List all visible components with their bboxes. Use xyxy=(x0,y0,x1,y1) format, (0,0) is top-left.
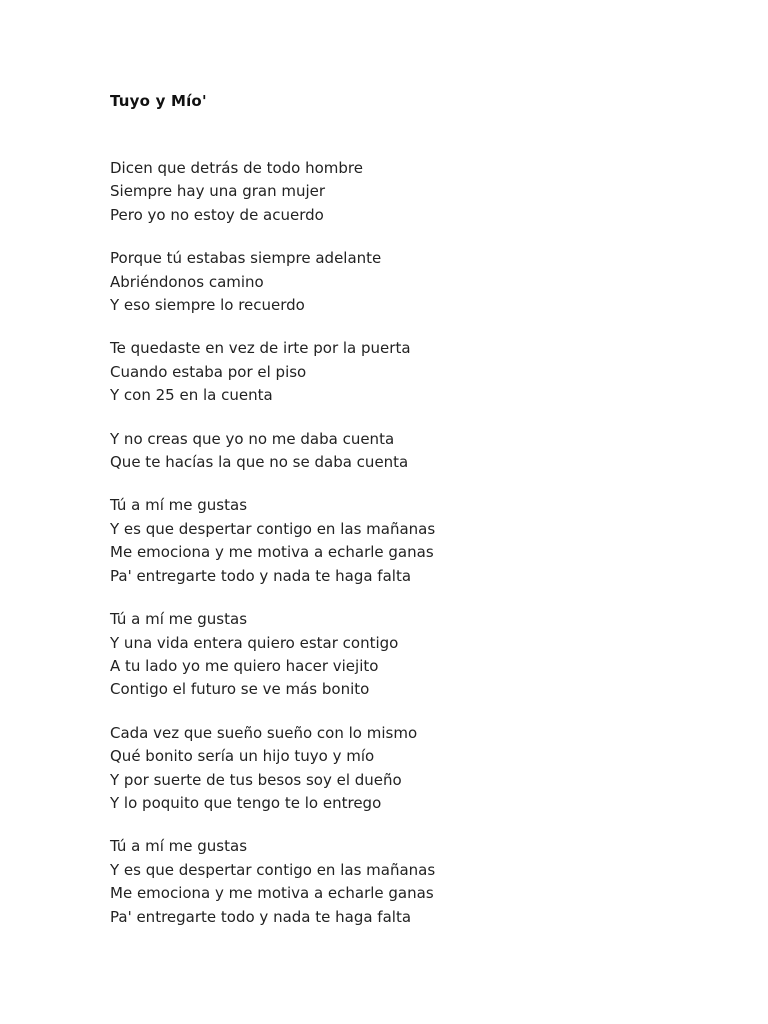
lyric-line: Cada vez que sueño sueño con lo mismo xyxy=(110,723,418,742)
lyric-line: Pa' entregarte todo y nada te haga falta xyxy=(110,907,412,926)
lyric-line: Tú a mí me gustas xyxy=(110,610,248,629)
stanza xyxy=(110,608,670,702)
stanza xyxy=(110,157,670,227)
song-title: Tuyo y Mío' xyxy=(110,92,207,110)
stanza xyxy=(110,428,670,475)
lyric-line: Y no creas que yo no me daba cuenta xyxy=(110,429,395,448)
lyric-line: Pa' entregarte todo y nada te haga falta xyxy=(110,566,412,585)
lyric-line: Qué bonito sería un hijo tuyo y mío xyxy=(110,747,375,766)
lyric-line: Abriéndonos camino xyxy=(110,272,264,291)
lyric-line: Tú a mí me gustas xyxy=(110,496,248,515)
stanza xyxy=(110,494,670,588)
lyric-line: Cuando estaba por el piso xyxy=(110,362,307,381)
lyric-line: Y una vida entera quiero estar contigo xyxy=(110,633,399,652)
lyric-line: Dicen que detrás de todo hombre xyxy=(110,159,363,177)
lyric-line: Pero yo no estoy de acuerdo xyxy=(110,205,324,224)
stanza xyxy=(110,722,670,816)
stanza xyxy=(110,337,670,407)
lyric-line: Y por suerte de tus besos soy el dueño xyxy=(110,770,402,789)
lyric-line: Porque tú estabas siempre adelante xyxy=(110,249,382,268)
lyrics-body xyxy=(110,157,670,949)
lyric-line: Tú a mí me gustas xyxy=(110,837,248,856)
stanza xyxy=(110,247,670,317)
lyric-line: Y es que despertar contigo en las mañanas xyxy=(110,519,436,538)
lyric-line: Y es que despertar contigo en las mañanas xyxy=(110,860,436,879)
lyric-line: A tu lado yo me quiero hacer viejito xyxy=(110,656,379,675)
lyric-line: Me emociona y me motiva a echarle ganas xyxy=(110,543,434,562)
lyric-line: Me emociona y me motiva a echarle ganas xyxy=(110,884,434,903)
lyric-line: Contigo el futuro se ve más bonito xyxy=(110,680,370,699)
lyric-line: Y eso siempre lo recuerdo xyxy=(110,296,305,315)
lyric-line: Y lo poquito que tengo te lo entrego xyxy=(110,793,382,812)
lyric-line: Que te hacías la que no se daba cuenta xyxy=(110,453,409,472)
lyric-line: Siempre hay una gran mujer xyxy=(110,182,326,201)
stanza xyxy=(110,835,670,929)
lyric-line: Y con 25 en la cuenta xyxy=(110,386,273,405)
lyric-line: Te quedaste en vez de irte por la puerta xyxy=(110,339,411,358)
